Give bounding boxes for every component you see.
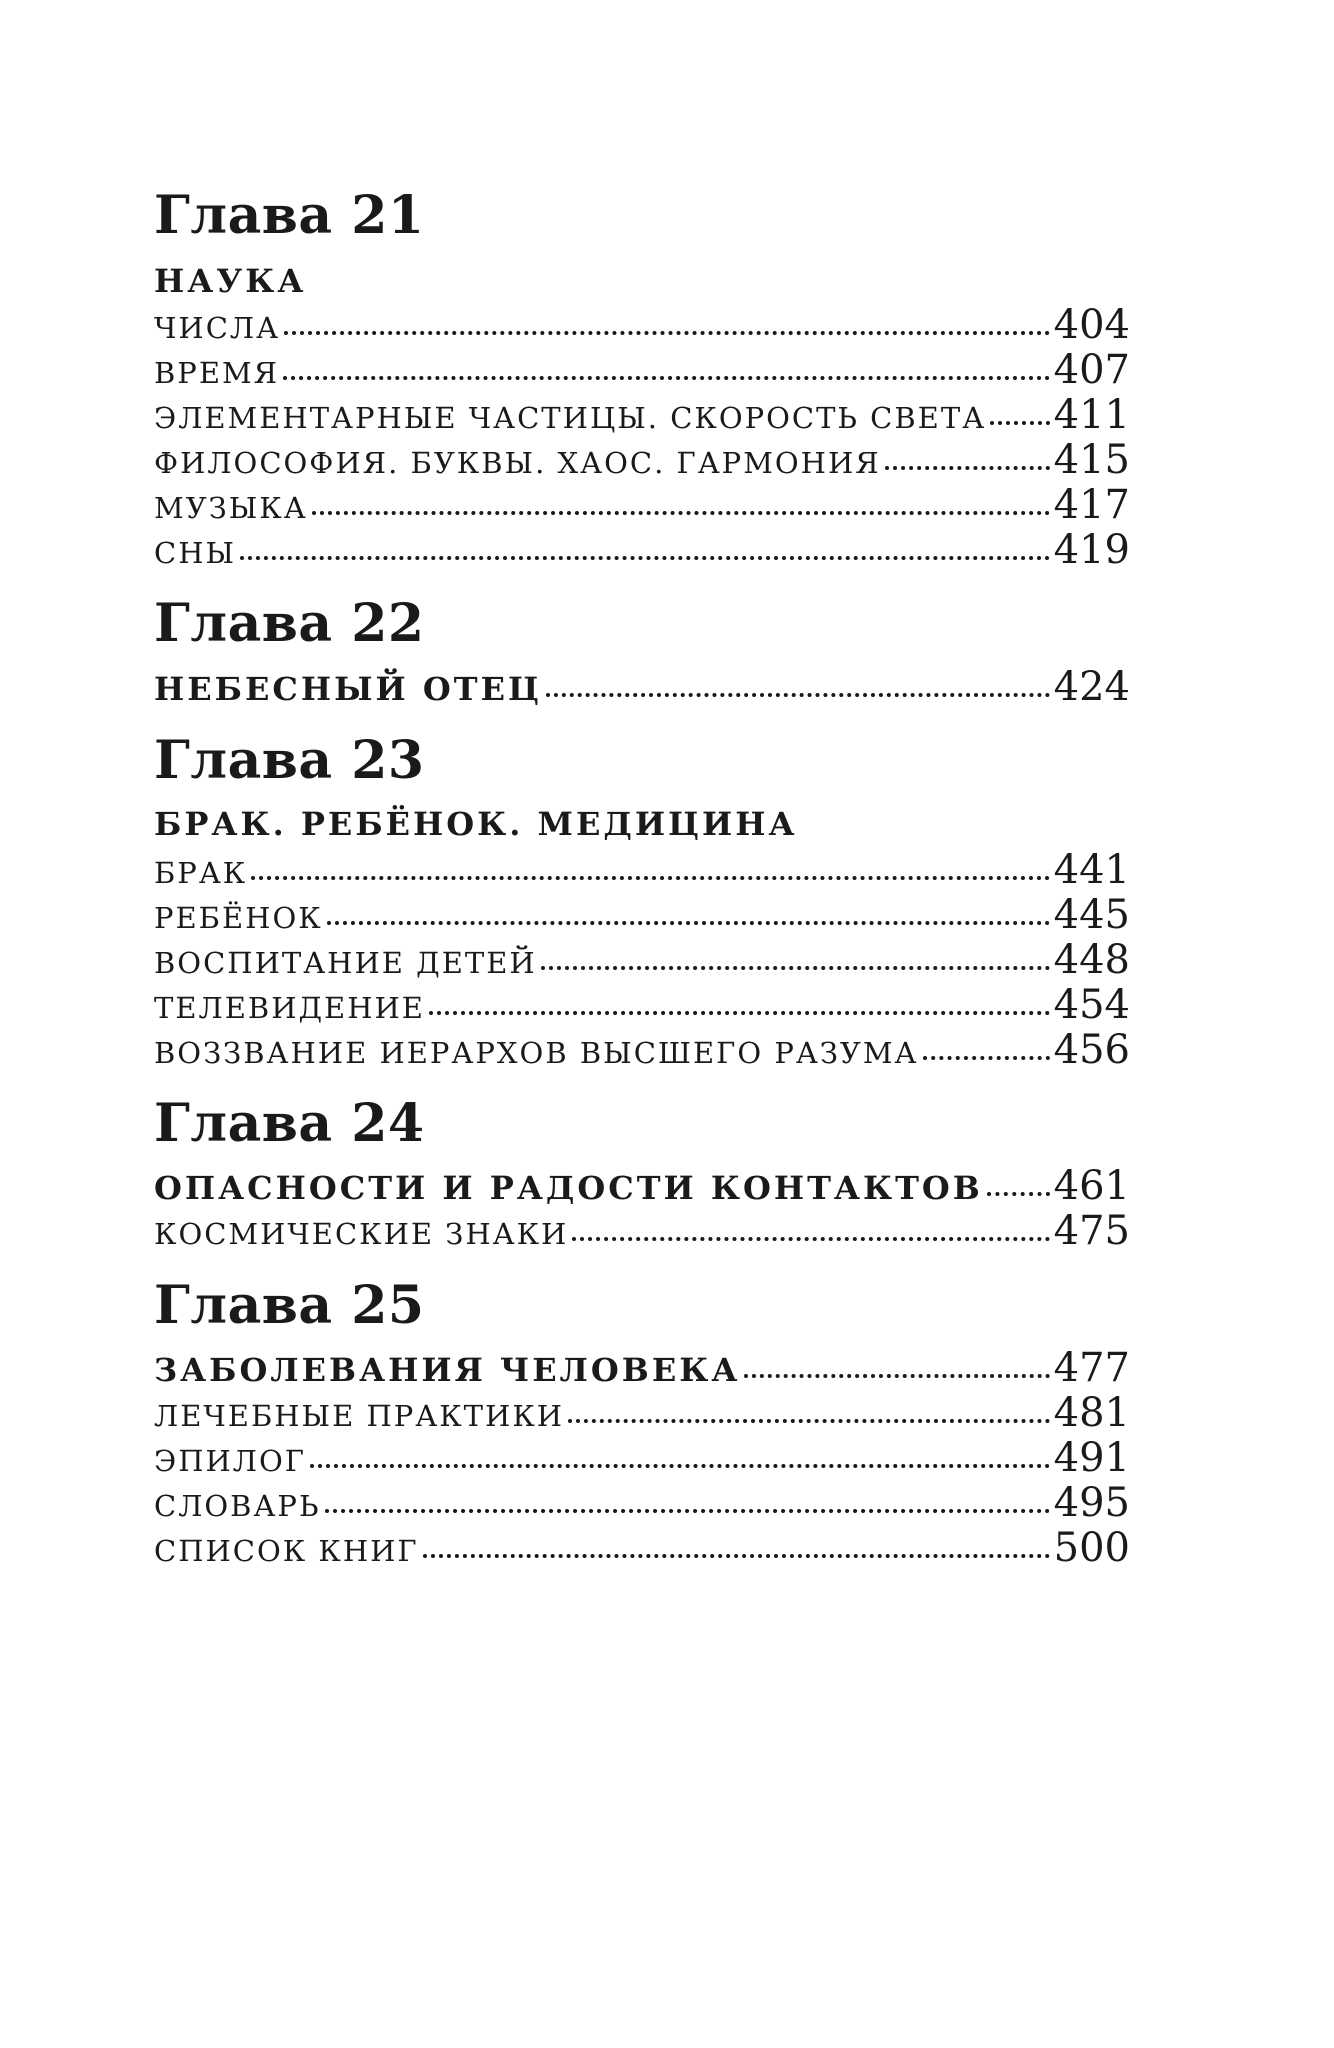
toc-entry[interactable]: [154, 847, 1130, 893]
dot-leader: [987, 1192, 1050, 1196]
toc-entry[interactable]: [154, 1435, 1130, 1481]
toc-entry[interactable]: [154, 664, 1130, 710]
entry-page: 417: [1053, 482, 1130, 528]
toc-entry[interactable]: [154, 892, 1130, 938]
entry-label: НЕБЕСНЫЙ ОТЕЦ: [154, 670, 542, 708]
dot-leader: [885, 466, 1050, 470]
entry-label: СНЫ: [154, 536, 237, 570]
entry-label: ЭЛЕМЕНТАРНЫЕ ЧАСТИЦЫ. СКОРОСТЬ СВЕТА: [154, 401, 987, 435]
entry-page: 456: [1053, 1027, 1130, 1073]
dot-leader: [284, 331, 1050, 335]
toc-entry[interactable]: [154, 1163, 1130, 1209]
entry-page: 424: [1053, 664, 1130, 710]
entry-label: ЗАБОЛЕВАНИЯ ЧЕЛОВЕКА: [154, 1351, 741, 1389]
entry-label: СЛОВАРЬ: [154, 1489, 321, 1523]
entry-label: КОСМИЧЕСКИЕ ЗНАКИ: [154, 1217, 569, 1251]
entry-page: 415: [1053, 437, 1130, 483]
dot-leader: [423, 1554, 1050, 1558]
chapter-title: Глава 25: [154, 1275, 425, 1336]
entry-page: 441: [1053, 847, 1130, 893]
entry-label: ЛЕЧЕБНЫЕ ПРАКТИКИ: [154, 1399, 565, 1433]
toc-entry[interactable]: [154, 482, 1130, 528]
dot-leader: [283, 376, 1050, 380]
dot-leader: [310, 1464, 1050, 1468]
entry-page: 448: [1053, 937, 1130, 983]
entry-label: МУЗЫКА: [154, 491, 308, 525]
dot-leader: [541, 966, 1050, 970]
section-heading: [154, 262, 1130, 300]
entry-page: 495: [1053, 1480, 1130, 1526]
dot-leader: [744, 1374, 1049, 1378]
entry-label: БРАК: [154, 856, 248, 890]
dot-leader: [312, 511, 1050, 515]
toc-entry[interactable]: [154, 1525, 1130, 1571]
dot-leader: [327, 921, 1050, 925]
entry-page: 475: [1053, 1208, 1130, 1254]
dot-leader: [572, 1237, 1049, 1241]
section-heading-label: БРАК. РЕБЁНОК. МЕДИЦИНА: [154, 805, 798, 843]
toc-entry[interactable]: [154, 1480, 1130, 1526]
toc-entry[interactable]: [154, 527, 1130, 573]
entry-label: ЧИСЛА: [154, 311, 281, 345]
entry-label: ВОСПИТАНИЕ ДЕТЕЙ: [154, 946, 537, 980]
chapter-title: Глава 23: [154, 730, 425, 791]
entry-label: ОПАСНОСТИ И РАДОСТИ КОНТАКТОВ: [154, 1169, 983, 1207]
entry-page: 477: [1053, 1345, 1130, 1391]
toc-entry[interactable]: [154, 937, 1130, 983]
entry-page: 419: [1053, 527, 1130, 573]
dot-leader: [568, 1419, 1050, 1423]
entry-page: 500: [1053, 1525, 1130, 1571]
entry-page: 454: [1053, 982, 1130, 1028]
chapter-title: Глава 22: [154, 593, 425, 654]
entry-label: ВОЗЗВАНИЕ ИЕРАРХОВ ВЫСШЕГО РАЗУМА: [154, 1036, 919, 1070]
toc-entry[interactable]: [154, 1345, 1130, 1391]
entry-label: ЭПИЛОГ: [154, 1444, 306, 1478]
chapter-title: Глава 24: [154, 1093, 425, 1154]
entry-page: 481: [1053, 1390, 1130, 1436]
entry-page: 407: [1053, 347, 1130, 393]
entry-page: 404: [1053, 302, 1130, 348]
dot-leader: [923, 1056, 1050, 1060]
chapter-title: Глава 21: [154, 185, 425, 246]
toc-entry[interactable]: [154, 1208, 1130, 1254]
entry-label: ВРЕМЯ: [154, 356, 280, 390]
dot-leader: [546, 693, 1050, 697]
toc-entry[interactable]: [154, 437, 1130, 483]
dot-leader: [325, 1509, 1050, 1513]
entry-page: 445: [1053, 892, 1130, 938]
toc-entry[interactable]: [154, 392, 1130, 438]
entry-page: 491: [1053, 1435, 1130, 1481]
dot-leader: [251, 876, 1049, 880]
entry-label: ТЕЛЕВИДЕНИЕ: [154, 991, 425, 1025]
entry-label: РЕБЁНОК: [154, 901, 323, 935]
entry-label: ФИЛОСОФИЯ. БУКВЫ. ХАОС. ГАРМОНИЯ: [154, 446, 881, 480]
entry-label: СПИСОК КНИГ: [154, 1534, 419, 1568]
toc-entry[interactable]: [154, 347, 1130, 393]
toc-entry[interactable]: [154, 1027, 1130, 1073]
toc-entry[interactable]: [154, 302, 1130, 348]
dot-leader: [240, 556, 1050, 560]
entry-page: 461: [1053, 1163, 1130, 1209]
section-heading-label: НАУКА: [154, 262, 307, 300]
section-heading: [154, 805, 1130, 843]
dot-leader: [990, 421, 1049, 425]
entry-page: 411: [1053, 392, 1130, 438]
toc-entry[interactable]: [154, 1390, 1130, 1436]
toc-entry[interactable]: [154, 982, 1130, 1028]
dot-leader: [429, 1011, 1050, 1015]
